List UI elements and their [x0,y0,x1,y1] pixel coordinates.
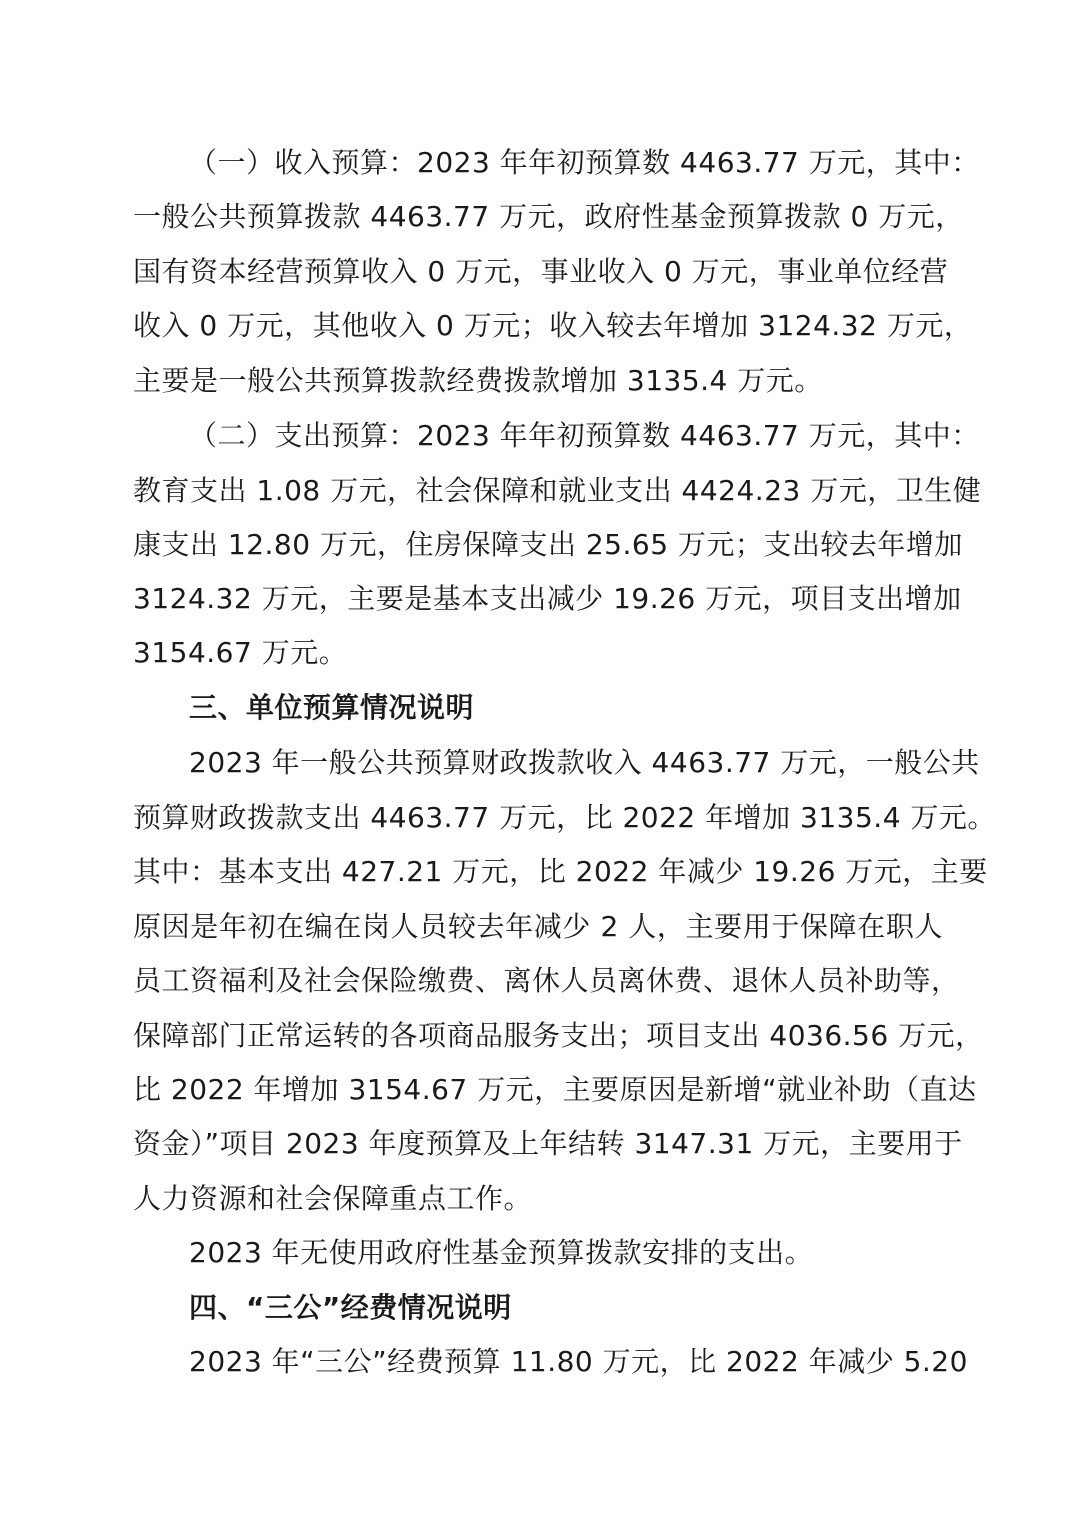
section-heading-3: 三、单位预算情况说明 [189,691,475,724]
text-line: 比 2022 年增加 3154.67 万元，主要原因是新增“就业补助（直达 [133,1073,977,1106]
text-line: 主要是一般公共预算拨款经费拨款增加 3135.4 万元。 [133,364,823,397]
section-heading-4: 四、“三公”经费情况说明 [189,1291,512,1324]
text-line: 资金）”项目 2023 年度预算及上年结转 3147.31 万元，主要用于 [133,1127,963,1160]
text-line: 其中：基本支出 427.21 万元，比 2022 年减少 19.26 万元，主要 [133,855,988,888]
text-line: （二）支出预算：2023 年年初预算数 4463.77 万元，其中： [189,419,980,452]
text-line: 2023 年一般公共预算财政拨款收入 4463.77 万元，一般公共 [189,746,980,779]
text-line: 原因是年初在编在岗人员较去年减少 2 人，主要用于保障在职人 [133,910,943,943]
text-line: 收入 0 万元，其他收入 0 万元；收入较去年增加 3124.32 万元， [133,309,973,342]
text-line: 保障部门正常运转的各项商品服务支出；项目支出 4036.56 万元， [133,1019,984,1052]
text-line: （一）收入预算：2023 年年初预算数 4463.77 万元，其中： [189,146,980,179]
text-line: 国有资本经营预算收入 0 万元，事业收入 0 万元，事业单位经营 [133,255,949,288]
text-line: 3154.67 万元。 [133,636,348,669]
text-line: 员工资福利及社会保险缴费、离休人员离休费、退休人员补助等， [133,964,960,997]
text-line: 2023 年“三公”经费预算 11.80 万元，比 2022 年减少 5.20 [189,1345,968,1378]
text-line: 康支出 12.80 万元，住房保障支出 25.65 万元；支出较去年增加 [133,528,963,561]
text-line: 预算财政拨款支出 4463.77 万元，比 2022 年增加 3135.4 万元。 [133,801,996,834]
text-line: 一般公共预算拨款 4463.77 万元，政府性基金预算拨款 0 万元， [133,200,964,233]
text-line: 教育支出 1.08 万元，社会保障和就业支出 4424.23 万元，卫生健 [133,474,982,507]
text-line: 2023 年无使用政府性基金预算拨款安排的支出。 [189,1236,814,1269]
text-line: 人力资源和社会保障重点工作。 [133,1182,533,1215]
text-line: 3124.32 万元，主要是基本支出减少 19.26 万元，项目支出增加 [133,582,962,615]
